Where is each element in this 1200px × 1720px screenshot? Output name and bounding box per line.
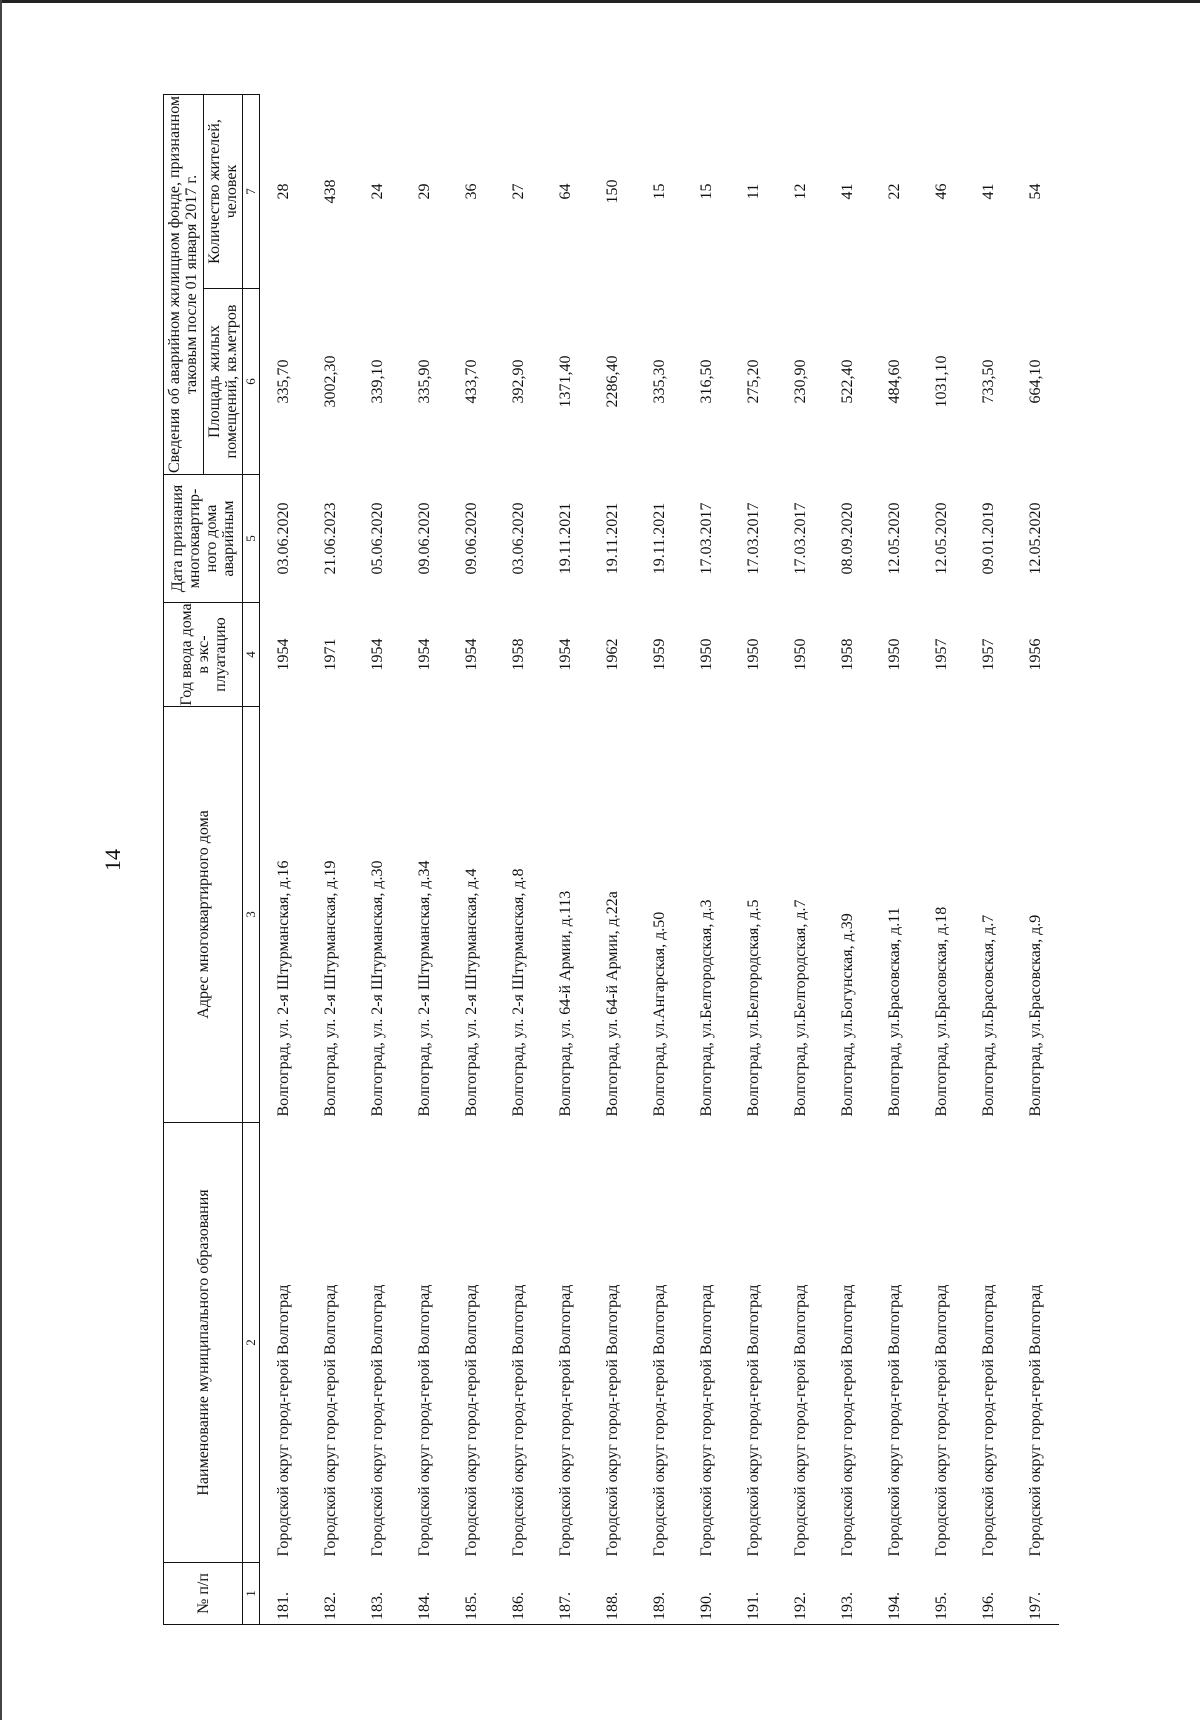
table-row xyxy=(354,94,401,1624)
column-number: 7 xyxy=(243,94,260,288)
table-row xyxy=(448,94,495,1624)
column-number-row xyxy=(243,94,260,1624)
area-cell: 484,60 xyxy=(886,359,903,404)
residents-cell: 24 xyxy=(369,183,386,200)
date-cell: 12.05.2020 xyxy=(886,502,903,575)
municipality-cell: Городской округ город-герой Волгоград xyxy=(1027,1284,1044,1557)
area-cell: 339,10 xyxy=(369,359,386,404)
scan-edge-left xyxy=(0,0,2,1720)
table-body xyxy=(260,94,1060,1624)
date-cell: 03.06.2020 xyxy=(275,502,292,575)
municipality-cell: Городской округ город-герой Волгоград xyxy=(275,1284,292,1557)
residents-cell: 27 xyxy=(510,183,527,200)
year-cell: 1958 xyxy=(839,638,856,671)
table-row xyxy=(589,94,636,1624)
table-row xyxy=(401,94,448,1624)
date-cell: 17.03.2017 xyxy=(745,502,762,575)
residents-cell: 22 xyxy=(886,183,903,200)
table-row xyxy=(777,94,824,1624)
address-cell: Волгоград, ул.Брасовская, д.18 xyxy=(933,906,950,1117)
year-cell: 1959 xyxy=(651,638,668,671)
row-number: 185. xyxy=(448,1563,495,1625)
date-cell: 12.05.2020 xyxy=(1027,502,1044,575)
area-cell: 275,20 xyxy=(745,359,762,404)
table-row xyxy=(542,94,589,1624)
area-cell: 1371,40 xyxy=(557,355,574,408)
table-row xyxy=(1012,94,1059,1624)
area-cell: 522,40 xyxy=(839,359,856,404)
row-number: 196. xyxy=(965,1563,1012,1625)
address-cell: Волгоград, ул. 2-я Штурманская, д.8 xyxy=(510,868,527,1117)
residents-cell: 41 xyxy=(839,183,856,200)
area-cell: 335,90 xyxy=(416,359,433,404)
residents-cell: 29 xyxy=(416,183,433,200)
date-cell: 19.11.2021 xyxy=(604,502,621,575)
date-cell: 05.06.2020 xyxy=(369,502,386,575)
residents-cell: 438 xyxy=(322,179,339,204)
row-number: 197. xyxy=(1012,1563,1059,1625)
municipality-cell: Городской округ город-герой Волгоград xyxy=(416,1284,433,1557)
year-cell: 1958 xyxy=(510,638,527,671)
municipality-cell: Городской округ город-герой Волгоград xyxy=(557,1284,574,1557)
area-cell: 335,30 xyxy=(651,359,668,404)
row-number: 183. xyxy=(354,1563,401,1625)
residents-cell: 46 xyxy=(933,183,950,200)
year-cell: 1950 xyxy=(886,638,903,671)
header-area: Площадь жилых помещений, кв.метров xyxy=(203,289,243,475)
area-cell: 2286,40 xyxy=(604,355,621,408)
residents-cell: 64 xyxy=(557,183,574,200)
scan-edge-top xyxy=(0,0,1200,3)
address-cell: Волгоград, ул. 2-я Штурманская, д.16 xyxy=(275,860,292,1117)
header-municipality: Наименование муниципального образования xyxy=(164,1123,243,1563)
header-address: Адрес многоквартирного дома xyxy=(164,707,243,1123)
area-cell: 733,50 xyxy=(980,359,997,404)
residents-cell: 12 xyxy=(792,183,809,200)
date-cell: 17.03.2017 xyxy=(792,502,809,575)
row-number: 181. xyxy=(260,1563,308,1625)
address-cell: Волгоград, ул.Брасовская, д.9 xyxy=(1027,914,1044,1117)
area-cell: 3002,30 xyxy=(322,355,339,408)
residents-cell: 54 xyxy=(1027,183,1044,200)
residents-cell: 41 xyxy=(980,183,997,200)
area-cell: 335,70 xyxy=(275,359,292,404)
table-row xyxy=(965,94,1012,1624)
year-cell: 1956 xyxy=(1027,638,1044,671)
row-number: 184. xyxy=(401,1563,448,1625)
date-cell: 17.03.2017 xyxy=(698,502,715,575)
municipality-cell: Городской округ город-герой Волгоград xyxy=(463,1284,480,1557)
municipality-cell: Городской округ город-герой Волгоград xyxy=(886,1284,903,1557)
date-cell: 08.09.2020 xyxy=(839,502,856,575)
address-cell: Волгоград, ул. 2-я Штурманская, д.19 xyxy=(322,860,339,1117)
municipality-cell: Городской округ город-герой Волгоград xyxy=(651,1284,668,1557)
row-number: 194. xyxy=(871,1563,918,1625)
residents-cell: 11 xyxy=(745,183,762,200)
municipality-cell: Городской округ город-герой Волгоград xyxy=(698,1284,715,1557)
date-cell: 09.01.2019 xyxy=(980,502,997,575)
table-row xyxy=(824,94,871,1624)
table-row xyxy=(918,94,965,1624)
column-number: 4 xyxy=(243,603,260,707)
date-cell: 19.11.2021 xyxy=(651,502,668,575)
residents-cell: 28 xyxy=(275,183,292,200)
row-number: 189. xyxy=(636,1563,683,1625)
address-cell: Волгоград, ул.Белгородская, д.5 xyxy=(745,899,762,1117)
table-row xyxy=(730,94,777,1624)
table-row xyxy=(260,94,308,1624)
municipality-cell: Городской округ город-герой Волгоград xyxy=(745,1284,762,1557)
date-cell: 09.06.2020 xyxy=(463,502,480,575)
address-cell: Волгоград, ул.Брасовская, д.7 xyxy=(980,914,997,1117)
table-row xyxy=(495,94,542,1624)
table-row xyxy=(683,94,730,1624)
emergency-housing-table xyxy=(163,94,1059,1625)
municipality-cell: Городской округ город-герой Волгоград xyxy=(839,1284,856,1557)
table-row xyxy=(307,94,354,1624)
year-cell: 1954 xyxy=(463,638,480,671)
year-cell: 1950 xyxy=(698,638,715,671)
address-cell: Волгоград, ул.Белгородская, д.7 xyxy=(792,899,809,1117)
address-cell: Волгоград, ул.Богунская, д.39 xyxy=(839,913,856,1117)
year-cell: 1954 xyxy=(416,638,433,671)
residents-cell: 15 xyxy=(651,183,668,200)
address-cell: Волгоград, ул.Брасовская, д.11 xyxy=(886,907,903,1117)
year-cell: 1950 xyxy=(745,638,762,671)
row-number: 186. xyxy=(495,1563,542,1625)
row-number: 190. xyxy=(683,1563,730,1625)
row-number: 182. xyxy=(307,1563,354,1625)
date-cell: 09.06.2020 xyxy=(416,502,433,575)
table-row xyxy=(871,94,918,1624)
address-cell: Волгоград, ул.Белгородская, д.3 xyxy=(698,899,715,1117)
row-number: 192. xyxy=(777,1563,824,1625)
municipality-cell: Городской округ город-герой Волгоград xyxy=(322,1284,339,1557)
year-cell: 1957 xyxy=(933,638,950,671)
year-cell: 1962 xyxy=(604,638,621,671)
date-cell: 21.06.2023 xyxy=(322,502,339,575)
header-num: № п/п xyxy=(164,1563,243,1625)
date-cell: 19.11.2021 xyxy=(557,502,574,575)
area-cell: 433,70 xyxy=(463,359,480,404)
header-residents: Количество жителей, человек xyxy=(203,94,243,288)
column-number: 5 xyxy=(243,475,260,603)
column-number: 1 xyxy=(243,1563,260,1625)
address-cell: Волгоград, ул. 2-я Штурманская, д.34 xyxy=(416,860,433,1117)
year-cell: 1954 xyxy=(275,638,292,671)
year-cell: 1954 xyxy=(557,638,574,671)
address-cell: Волгоград, ул. 64-й Армии, д.113 xyxy=(557,890,574,1117)
year-cell: 1950 xyxy=(792,638,809,671)
address-cell: Волгоград, ул.Ангарская, д.50 xyxy=(651,911,668,1117)
row-number: 195. xyxy=(918,1563,965,1625)
year-cell: 1971 xyxy=(322,638,339,671)
date-cell: 03.06.2020 xyxy=(510,502,527,575)
address-cell: Волгоград, ул. 64-й Армии, д.22а xyxy=(604,891,621,1117)
row-number: 187. xyxy=(542,1563,589,1625)
year-cell: 1957 xyxy=(980,638,997,671)
municipality-cell: Городской округ город-герой Волгоград xyxy=(792,1284,809,1557)
rotated-table-wrapper xyxy=(163,95,1053,1625)
area-cell: 664,10 xyxy=(1027,359,1044,404)
residents-cell: 36 xyxy=(463,183,480,200)
row-number: 193. xyxy=(824,1563,871,1625)
address-cell: Волгоград, ул. 2-я Штурманская, д.30 xyxy=(369,860,386,1117)
municipality-cell: Городской округ город-герой Волгоград xyxy=(369,1284,386,1557)
area-cell: 230,90 xyxy=(792,359,809,404)
column-number: 6 xyxy=(243,289,260,475)
area-cell: 1031,10 xyxy=(933,355,950,408)
municipality-cell: Городской округ город-герой Волгоград xyxy=(980,1284,997,1557)
residents-cell: 150 xyxy=(604,179,621,204)
column-number: 3 xyxy=(243,707,260,1123)
year-cell: 1954 xyxy=(369,638,386,671)
date-cell: 12.05.2020 xyxy=(933,502,950,575)
row-number: 191. xyxy=(730,1563,777,1625)
area-cell: 392,90 xyxy=(510,359,527,404)
row-number: 188. xyxy=(589,1563,636,1625)
address-cell: Волгоград, ул. 2-я Штурманская, д.4 xyxy=(463,868,480,1117)
municipality-cell: Городской округ город-герой Волгоград xyxy=(933,1284,950,1557)
area-cell: 316,50 xyxy=(698,359,715,404)
header-date: Дата признания многоквартир-ного дома аварийным xyxy=(164,475,243,603)
page-number: 14 xyxy=(100,849,125,871)
table-row xyxy=(636,94,683,1624)
municipality-cell: Городской округ город-герой Волгоград xyxy=(510,1284,527,1557)
column-number: 2 xyxy=(243,1123,260,1563)
municipality-cell: Городской округ город-герой Волгоград xyxy=(604,1284,621,1557)
header-year: Год ввода дома в экс-плуатацию xyxy=(164,603,243,707)
residents-cell: 15 xyxy=(698,183,715,200)
header-group: Сведения об аварийном жилищном фонде, признанном таковым после 01 января 2017 г. xyxy=(164,94,204,474)
